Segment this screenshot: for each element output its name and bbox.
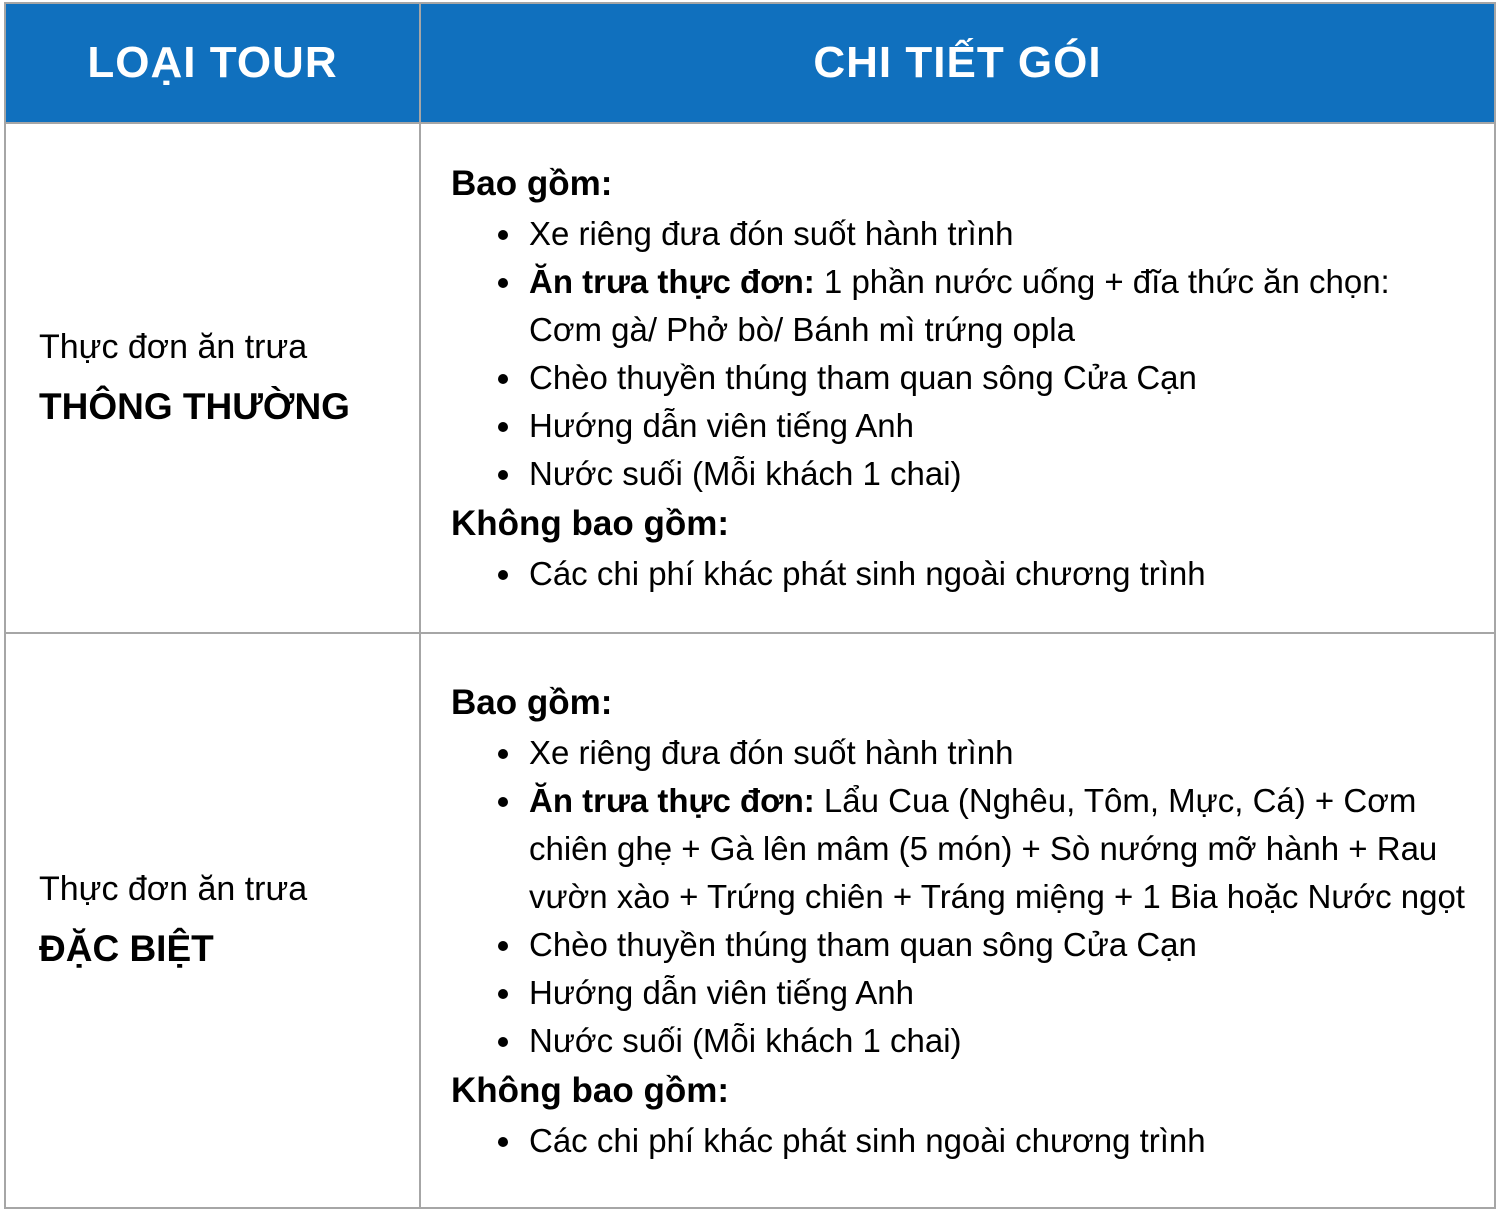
include-list [451, 729, 1470, 1065]
item-text: Chèo thuyền thúng tham quan sông Cửa Cạn [529, 925, 1197, 963]
list-item [525, 777, 1470, 921]
item-lead: Ăn trưa thực đơn: [529, 781, 815, 819]
section-heading-exclude: Không bao gồm: [451, 504, 730, 543]
item-text: Các chi phí khác phát sinh ngoài chương trình [529, 1121, 1206, 1159]
package-details-cell [420, 633, 1495, 1208]
exclude-list [451, 550, 1470, 598]
tour-type-line2: THÔNG THƯỜNG [39, 385, 350, 427]
item-text: Nước suối (Mỗi khách 1 chai) [529, 1021, 962, 1059]
item-text: Xe riêng đưa đón suốt hành trình [529, 215, 1014, 252]
table-row-regular [5, 123, 1495, 633]
tour-table-wrapper [4, 2, 1496, 1209]
section-heading-include: Bao gồm: [451, 682, 613, 722]
list-item [525, 354, 1470, 402]
header-chi-tiet-goi: CHI TIẾT GÓI [420, 3, 1495, 123]
section-heading-include: Bao gồm: [451, 164, 613, 203]
list-item [525, 258, 1470, 354]
section-heading-exclude: Không bao gồm: [451, 1070, 730, 1110]
tour-type-line2: ĐẶC BIỆT [39, 928, 214, 970]
table-row-special [5, 633, 1495, 1208]
package-details-cell [420, 123, 1495, 633]
list-item [525, 1117, 1470, 1165]
item-lead: Ăn trưa thực đơn: [529, 263, 815, 300]
exclude-list [451, 1117, 1470, 1165]
header-loai-tour: LOẠI TOUR [5, 3, 420, 123]
item-text: Xe riêng đưa đón suốt hành trình [529, 733, 1014, 771]
tour-type-line1: Thực đơn ăn trưa [39, 870, 308, 909]
list-item [525, 1017, 1470, 1065]
list-item [525, 921, 1470, 969]
item-text: Hướng dẫn viên tiếng Anh [529, 973, 914, 1011]
table-header-row [5, 3, 1495, 123]
item-text: Chèo thuyền thúng tham quan sông Cửa Cạn [529, 359, 1197, 396]
tour-type-cell [5, 123, 420, 633]
item-text: Hướng dẫn viên tiếng Anh [529, 407, 914, 444]
list-item [525, 210, 1470, 258]
list-item [525, 729, 1470, 777]
list-item [525, 402, 1470, 450]
item-text: Nước suối (Mỗi khách 1 chai) [529, 455, 962, 492]
list-item [525, 969, 1470, 1017]
include-list [451, 210, 1470, 498]
list-item [525, 450, 1470, 498]
item-text: 1 phần nước uống + đĩa thức ăn chọn: Cơm gà/ Phở bò/ Bánh mì trứng opla [529, 263, 1390, 348]
tour-type-cell [5, 633, 420, 1208]
item-text: Các chi phí khác phát sinh ngoài chương trình [529, 555, 1206, 592]
tour-type-line1: Thực đơn ăn trưa [39, 327, 308, 366]
list-item [525, 550, 1470, 598]
item-text: Lẩu Cua (Nghêu, Tôm, Mực, Cá) + Cơm chiên ghẹ + Gà lên mâm (5 món) + Sò nướng mỡ hành + Rau vườn xào + Trứng chiên + Tráng miệng + 1 Bia hoặc Nước ngọt [529, 781, 1465, 915]
tour-table [4, 2, 1496, 1209]
